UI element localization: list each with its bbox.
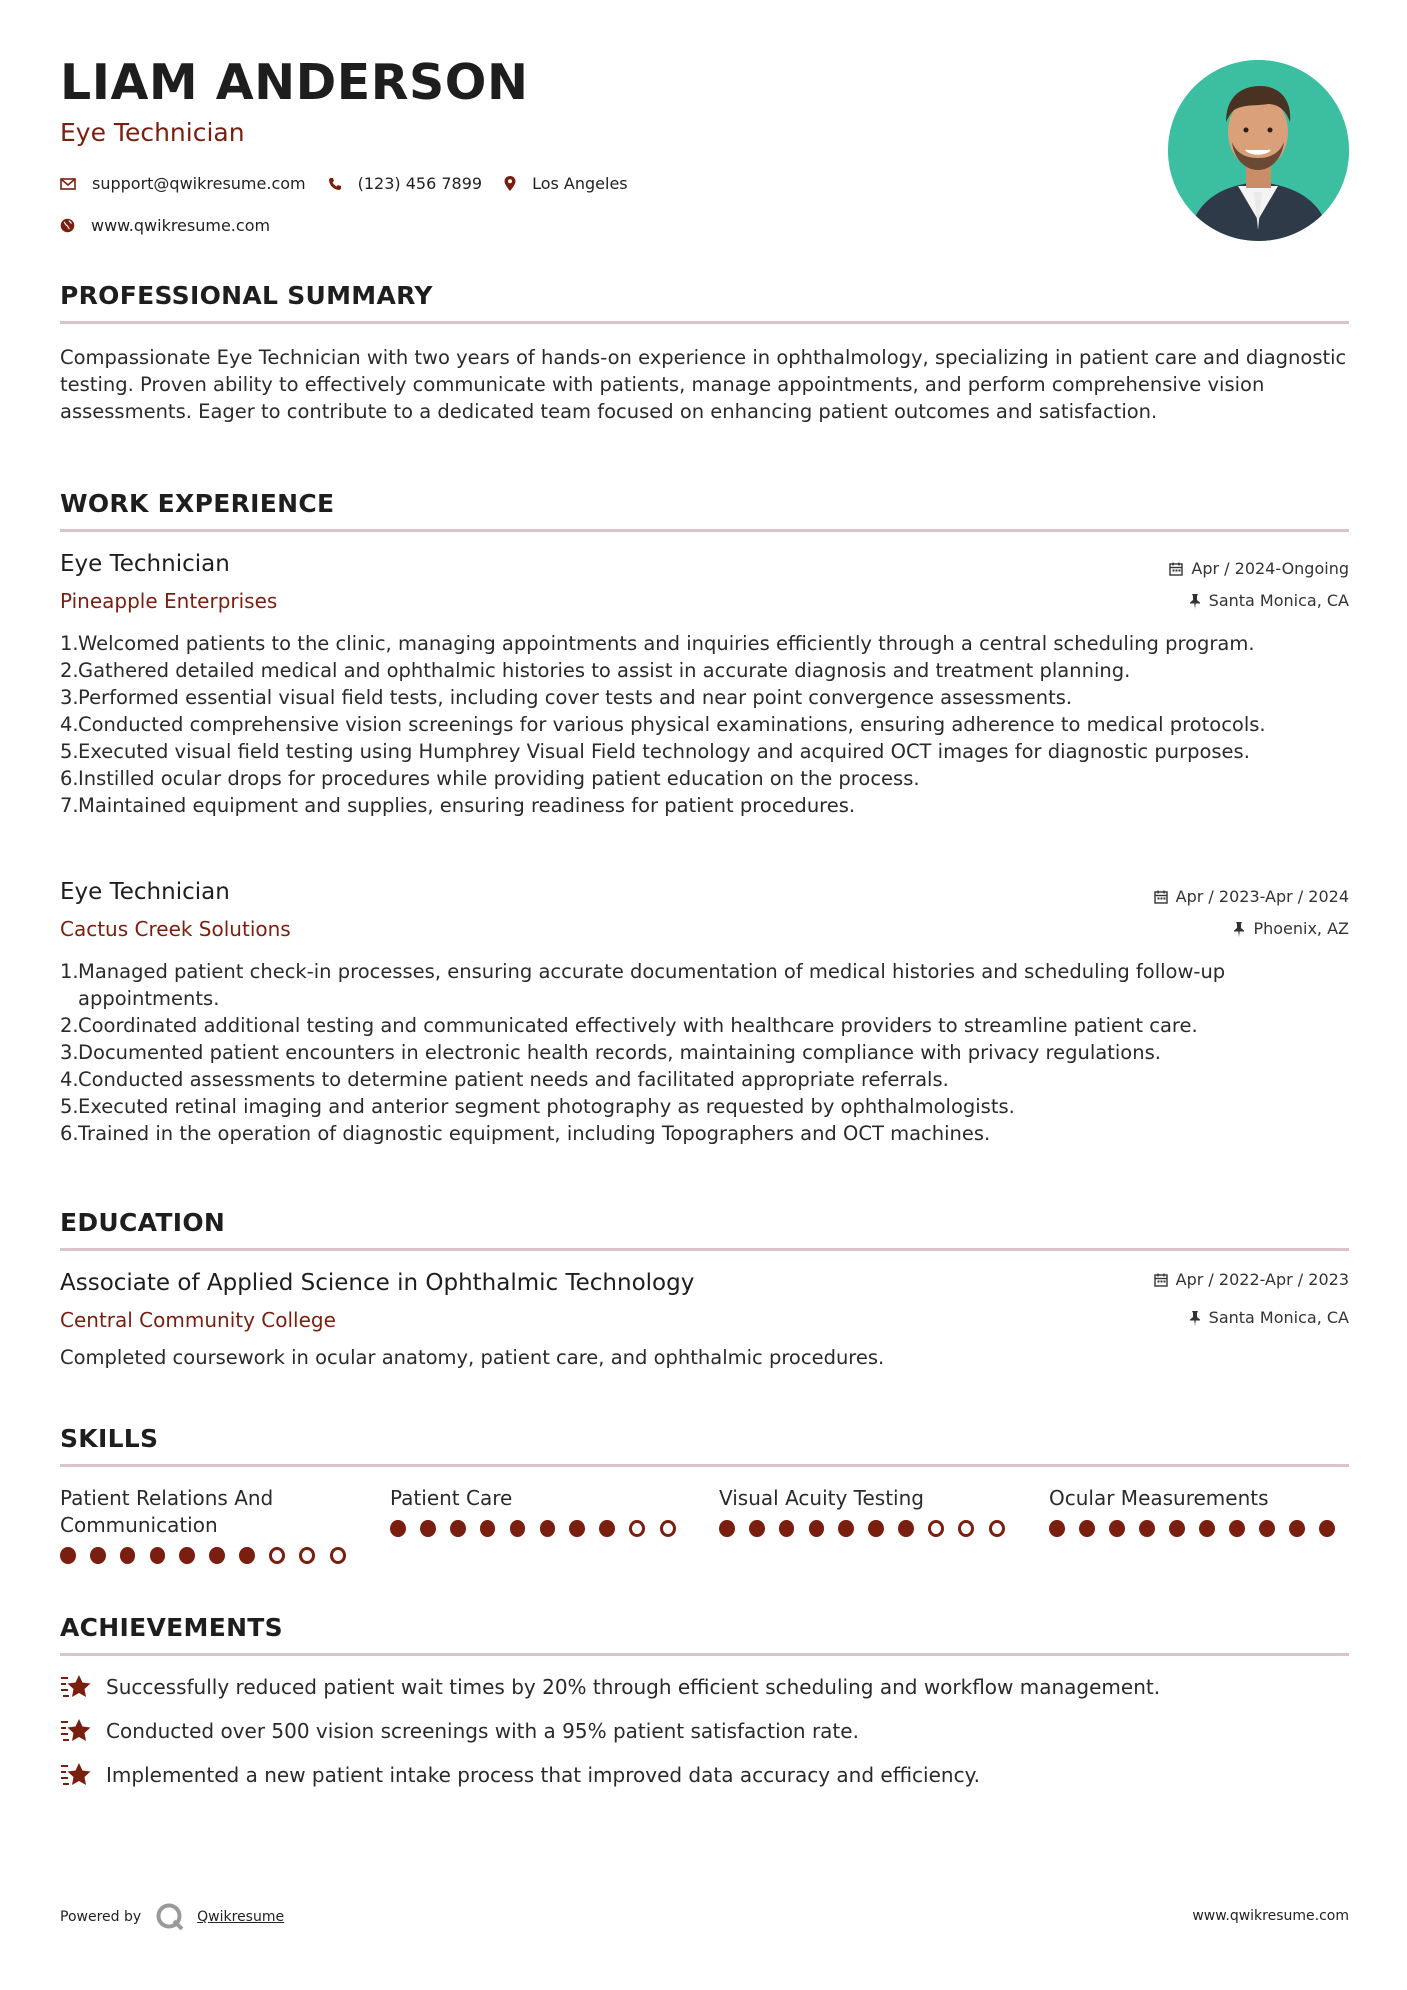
- education-description: Completed coursework in ocular anatomy, patient care, and ophthalmic procedures.: [60, 1346, 885, 1369]
- rating-dot-filled: [779, 1520, 795, 1537]
- rating-dot-empty: [989, 1520, 1005, 1537]
- rating-dot-empty: [958, 1520, 974, 1537]
- job-company: Pineapple Enterprises: [60, 589, 278, 613]
- achievement-item: [60, 1718, 859, 1744]
- achievement-item: [60, 1674, 1160, 1700]
- rating-dot-filled: [390, 1520, 406, 1537]
- job-location-text: Santa Monica, CA: [1208, 591, 1349, 610]
- calendar-icon: [1154, 890, 1168, 904]
- website-text: www.qwikresume.com: [91, 216, 271, 235]
- rating-dot-filled: [150, 1547, 166, 1564]
- education-heading: EDUCATION: [60, 1208, 226, 1237]
- email-text: support@qwikresume.com: [92, 174, 306, 193]
- skill-name: Patient Relations And Communication: [60, 1486, 274, 1537]
- qwikresume-link[interactable]: Qwikresume: [197, 1909, 285, 1925]
- rating-dot-empty: [330, 1547, 346, 1564]
- candidate-title: Eye Technician: [60, 118, 245, 147]
- powered-by-label: Powered by: [60, 1909, 142, 1925]
- qwikresume-logo-icon: [155, 1902, 185, 1932]
- rating-dot-filled: [1139, 1520, 1155, 1537]
- skill-item: [1049, 1485, 1349, 1537]
- star-icon: [60, 1718, 92, 1744]
- contact-location: [504, 174, 628, 193]
- pushpin-icon: [1189, 594, 1201, 609]
- rating-dot-filled: [120, 1547, 136, 1564]
- pushpin-icon: [1189, 1311, 1201, 1326]
- rating-dot-empty: [928, 1520, 944, 1537]
- list-item: Instilled ocular drops for procedures while providing patient education on the process.: [78, 767, 920, 790]
- rating-dot-filled: [420, 1520, 436, 1537]
- job-role: Eye Technician: [60, 879, 230, 905]
- footer-website-link[interactable]: www.qwikresume.com: [1192, 1908, 1349, 1924]
- person-portrait-icon: [1168, 60, 1349, 241]
- rating-dot-filled: [1199, 1520, 1215, 1537]
- skill-item: [719, 1485, 1019, 1537]
- contact-row: [60, 174, 650, 193]
- rating-dot-filled: [60, 1547, 76, 1564]
- candidate-name: LIAM ANDERSON: [60, 54, 529, 111]
- list-item: Documented patient encounters in electronic health records, maintaining compliance with privacy regulations.: [78, 1041, 1161, 1064]
- list-item: Maintained equipment and supplies, ensuring readiness for patient procedures.: [78, 794, 856, 817]
- achievement-item: [60, 1762, 980, 1788]
- list-item: Conducted assessments to determine patient needs and facilitated appropriate referrals.: [78, 1068, 949, 1091]
- rating-dot-filled: [90, 1547, 106, 1564]
- skill-item: [60, 1485, 360, 1564]
- list-item: Coordinated additional testing and communicated effectively with healthcare providers to streamline patient care.: [78, 1014, 1198, 1037]
- job-dates-text: Apr / 2024-Ongoing: [1191, 559, 1349, 578]
- achievement-text: Successfully reduced patient wait times by 20% through efficient scheduling and workflow management.: [106, 1675, 1161, 1699]
- experience-heading: WORK EXPERIENCE: [60, 489, 335, 518]
- list-item: Executed visual field testing using Humphrey Visual Field technology and acquired OCT images for diagnostic purposes.: [78, 740, 1250, 763]
- skill-name: Ocular Measurements: [1049, 1486, 1269, 1510]
- contact-email[interactable]: [60, 174, 306, 193]
- education-location: [1189, 1310, 1349, 1326]
- skills-heading: SKILLS: [60, 1424, 159, 1453]
- rating-dot-filled: [239, 1547, 255, 1564]
- rating-dot-filled: [1169, 1520, 1185, 1537]
- rating-dot-filled: [719, 1520, 735, 1537]
- achievements-heading: ACHIEVEMENTS: [60, 1613, 283, 1642]
- skill-name: Patient Care: [390, 1486, 513, 1510]
- skill-name: Visual Acuity Testing: [719, 1486, 924, 1510]
- list-item: Executed retinal imaging and anterior segment photography as requested by ophthalmologists.: [78, 1095, 1015, 1118]
- summary-divider: [60, 321, 1349, 324]
- phone-icon: [328, 177, 342, 191]
- achievement-text: Implemented a new patient intake process that improved data accuracy and efficiency.: [106, 1763, 980, 1787]
- rating-dot-filled: [1229, 1520, 1245, 1537]
- skills-divider: [60, 1464, 1349, 1467]
- phone-text: (123) 456 7899: [357, 174, 483, 193]
- rating-dot-filled: [749, 1520, 765, 1537]
- skill-rating: [719, 1520, 1019, 1537]
- job-role: Eye Technician: [60, 551, 230, 577]
- list-item: Conducted comprehensive vision screenings for various physical examinations, ensuring adherence to medical protocols.: [78, 713, 1266, 736]
- profile-photo: [1168, 60, 1349, 241]
- job-responsibilities: [60, 630, 1349, 819]
- job-dates: [1169, 561, 1349, 577]
- pushpin-icon: [1233, 922, 1245, 937]
- job-dates: [1154, 889, 1349, 905]
- website-row: [60, 216, 292, 235]
- list-item: Welcomed patients to the clinic, managing appointments and inquiries efficiently through a central scheduling program.: [78, 632, 1255, 655]
- degree-title: Associate of Applied Science in Ophthalmic Technology: [60, 1270, 695, 1296]
- rating-dot-empty: [269, 1547, 285, 1564]
- rating-dot-filled: [540, 1520, 556, 1537]
- job-company: Cactus Creek Solutions: [60, 917, 291, 941]
- job-responsibilities: [60, 958, 1349, 1147]
- footer-powered-by: [60, 1902, 284, 1932]
- summary-heading: PROFESSIONAL SUMMARY: [60, 281, 433, 310]
- calendar-icon: [1169, 562, 1183, 576]
- rating-dot-empty: [629, 1520, 645, 1537]
- education-location-text: Santa Monica, CA: [1208, 1308, 1349, 1327]
- rating-dot-empty: [299, 1547, 315, 1564]
- rating-dot-filled: [1289, 1520, 1305, 1537]
- rating-dot-filled: [599, 1520, 615, 1537]
- list-item: Performed essential visual field tests, including cover tests and near point convergence assessments.: [78, 686, 1073, 709]
- job-dates-text: Apr / 2023-Apr / 2024: [1175, 887, 1349, 906]
- skill-rating: [390, 1520, 690, 1537]
- rating-dot-filled: [809, 1520, 825, 1537]
- globe-icon: [60, 218, 75, 233]
- star-icon: [60, 1674, 92, 1700]
- rating-dot-filled: [510, 1520, 526, 1537]
- education-divider: [60, 1248, 1349, 1251]
- list-item: Trained in the operation of diagnostic equipment, including Topographers and OCT machines.: [78, 1122, 991, 1145]
- map-pin-icon: [504, 176, 516, 191]
- calendar-icon: [1154, 1273, 1168, 1287]
- job-location: [1189, 593, 1349, 609]
- rating-dot-filled: [480, 1520, 496, 1537]
- rating-dot-filled: [1259, 1520, 1275, 1537]
- envelope-icon: [60, 178, 76, 190]
- rating-dot-filled: [569, 1520, 585, 1537]
- skill-rating: [1049, 1520, 1349, 1537]
- achievement-text: Conducted over 500 vision screenings with a 95% patient satisfaction rate.: [106, 1719, 859, 1743]
- rating-dot-filled: [209, 1547, 225, 1564]
- list-item: Managed patient check-in processes, ensuring accurate documentation of medical histories and scheduling follow-up appointments.: [78, 960, 1226, 1010]
- rating-dot-filled: [868, 1520, 884, 1537]
- location-text: Los Angeles: [532, 174, 628, 193]
- school-name: Central Community College: [60, 1308, 336, 1332]
- rating-dot-filled: [1109, 1520, 1125, 1537]
- achievements-divider: [60, 1653, 1349, 1656]
- skill-rating: [60, 1547, 360, 1564]
- star-icon: [60, 1762, 92, 1788]
- rating-dot-empty: [660, 1520, 676, 1537]
- skill-item: [390, 1485, 690, 1537]
- rating-dot-filled: [179, 1547, 195, 1564]
- job-location-text: Phoenix, AZ: [1253, 919, 1349, 938]
- rating-dot-filled: [1319, 1520, 1335, 1537]
- rating-dot-filled: [1079, 1520, 1095, 1537]
- summary-text: Compassionate Eye Technician with two years of hands-on experience in ophthalmology, specializing in patient care and diagnostic testing. Proven ability to effectively communicate with patients, manage appointments, and perform comprehensive vision assessments. Eager to contribute to a dedicated team focused on enhancing patient outcomes and satisfaction.: [60, 346, 1347, 423]
- experience-divider: [60, 529, 1349, 532]
- rating-dot-filled: [898, 1520, 914, 1537]
- rating-dot-filled: [1049, 1520, 1065, 1537]
- education-dates: [1154, 1272, 1349, 1288]
- education-dates-text: Apr / 2022-Apr / 2023: [1175, 1270, 1349, 1289]
- list-item: Gathered detailed medical and ophthalmic histories to assist in accurate diagnosis and treatment planning.: [78, 659, 1131, 682]
- rating-dot-filled: [450, 1520, 466, 1537]
- contact-website[interactable]: [60, 216, 270, 235]
- job-location: [1233, 921, 1349, 937]
- rating-dot-filled: [838, 1520, 854, 1537]
- contact-phone[interactable]: [328, 174, 482, 193]
